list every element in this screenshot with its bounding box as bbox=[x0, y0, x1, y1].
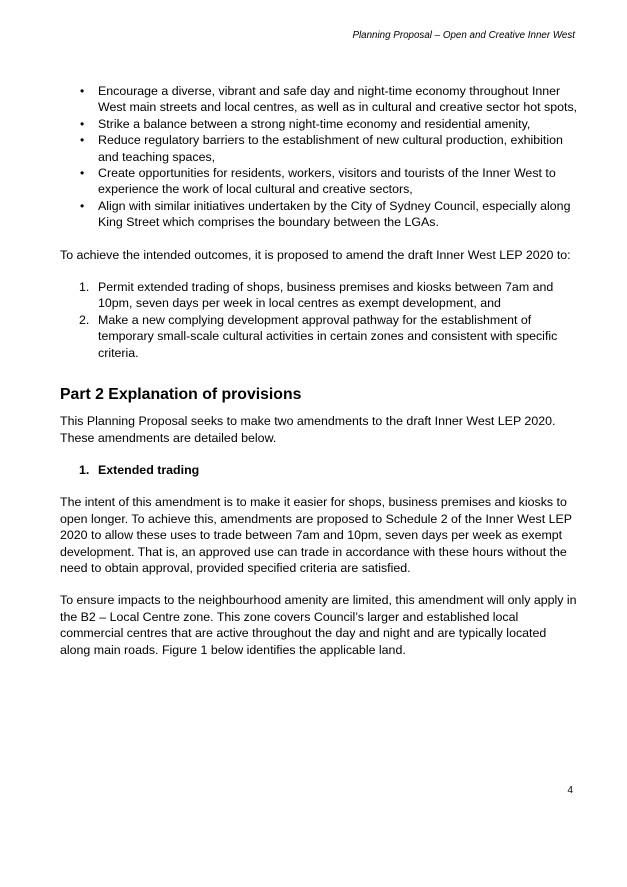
subheading-text: Extended trading bbox=[98, 462, 200, 477]
intent-paragraph: The intent of this amendment is to make it easier for shops, business premises and kiosks to open longer. To achieve this, amendments are proposed to Schedule 2 of the Inner West LEP 2020 to allow these uses to trade between 7am and 10pm, seven days per week as exempt development. That is, an approved use can trade in accordance with these hours without the need to obtain approval, provided specified criteria are satisfied. bbox=[60, 495, 572, 575]
amendment-text: Permit extended trading of shops, business premises and kiosks between 7am and 10pm, seven days per week in local centres as exempt development, and bbox=[98, 280, 554, 311]
objective-text: Strike a balance between a strong night-time economy and residential amenity, bbox=[98, 116, 531, 131]
amenity-paragraph: To ensure impacts to the neighbourhood amenity are limited, this amendment will only apply in the B2 – Local Centre zone. This zone covers Council’s larger and established local commercial centres that are active throughout the day and night and are typically located along main roads. Figure 1 below identifies the applicable land. bbox=[60, 593, 577, 657]
list-item bbox=[60, 279, 580, 312]
list-item bbox=[60, 132, 580, 165]
page-number: 4 bbox=[567, 785, 573, 796]
list-item bbox=[60, 116, 580, 132]
list-item bbox=[60, 312, 580, 361]
bullet-icon: • bbox=[80, 166, 85, 181]
objective-text: Reduce regulatory barriers to the establishment of new cultural production, exhibition and teaching spaces, bbox=[98, 133, 563, 164]
subheading-number: 1. bbox=[79, 462, 90, 477]
bullet-icon: • bbox=[80, 133, 85, 148]
list-item bbox=[60, 198, 580, 231]
bullet-icon: • bbox=[80, 116, 85, 131]
section-heading: Part 2 Explanation of provisions bbox=[60, 386, 302, 404]
item-number: 1. bbox=[79, 280, 90, 295]
part2-intro-paragraph: This Planning Proposal seeks to make two amendments to the draft Inner West LEP 2020. These amendments are detailed below. bbox=[60, 414, 556, 445]
amendment-text: Make a new complying development approval pathway for the establishment of temporary small-scale cultural activities in certain zones and consistent with specific criteria. bbox=[98, 312, 558, 360]
subheading bbox=[60, 462, 580, 478]
objective-text: Align with similar initiatives undertaken by the City of Sydney Council, especially along King Street which comprises the boundary between the LGAs. bbox=[98, 198, 571, 230]
amendments-list bbox=[60, 279, 580, 361]
page-content bbox=[60, 83, 580, 658]
running-header: Planning Proposal – Open and Creative Inner West bbox=[352, 30, 575, 41]
item-number: 2. bbox=[79, 312, 90, 327]
list-item bbox=[60, 83, 580, 116]
objective-text: Encourage a diverse, vibrant and safe day and night-time economy throughout Inner West main streets and local centres, as well as in cultural and creative sector hot spots, bbox=[98, 84, 578, 115]
bullet-icon: • bbox=[80, 198, 85, 213]
objective-text: Create opportunities for residents, workers, visitors and tourists of the Inner West to experience the work of local cultural and creative sectors, bbox=[98, 166, 556, 197]
objectives-list bbox=[60, 83, 580, 231]
intro-paragraph: To achieve the intended outcomes, it is proposed to amend the draft Inner West LEP 2020 to: bbox=[60, 247, 571, 262]
list-item bbox=[60, 165, 580, 198]
bullet-icon: • bbox=[80, 84, 85, 98]
